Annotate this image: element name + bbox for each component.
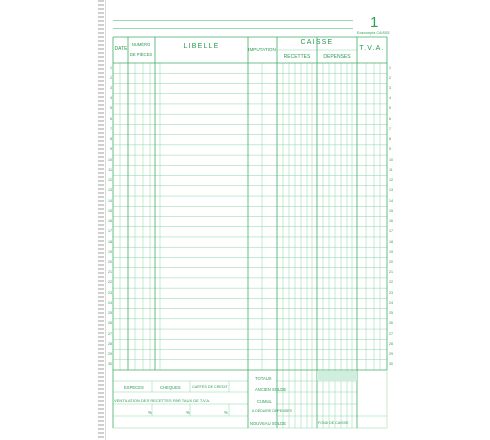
row-number-right: 5 <box>389 106 391 111</box>
footer-percent-1: % <box>148 410 152 415</box>
row-number-left: 1 <box>110 65 112 70</box>
row-number-left: 2 <box>110 75 112 80</box>
footer-totaux: TOTAUX <box>255 376 272 381</box>
row-number-right: 6 <box>389 116 391 121</box>
header-tva: T.V.A. <box>359 45 385 52</box>
row-number-right: 13 <box>389 188 393 193</box>
row-number-right: 10 <box>389 157 393 162</box>
footer-especes: ESPECES <box>124 385 144 390</box>
row-number-right: 21 <box>389 270 393 275</box>
row-number-right: 11 <box>389 167 393 172</box>
row-number-left: 3 <box>110 86 112 91</box>
row-number-right: 9 <box>389 147 391 152</box>
row-number-left: 4 <box>110 96 112 101</box>
row-number-left: 8 <box>110 137 112 142</box>
row-number-left: 14 <box>108 198 112 203</box>
row-number-right: 30 <box>389 362 393 367</box>
row-number-left: 15 <box>108 208 112 213</box>
row-number-right: 17 <box>389 229 393 234</box>
header-pieces: DE PIÈCES <box>129 52 153 57</box>
row-number-left: 16 <box>108 219 112 224</box>
row-number-left: 9 <box>110 147 112 152</box>
row-number-left: 21 <box>108 270 112 275</box>
row-number-right: 25 <box>389 311 393 316</box>
header-depenses: DEPENSES <box>323 54 351 60</box>
header-numero: NUMÉRO <box>131 42 151 47</box>
header-caisse: CAISSE <box>300 39 334 46</box>
row-number-right: 18 <box>389 239 393 244</box>
row-number-left: 30 <box>108 362 112 367</box>
row-number-right: 28 <box>389 341 393 346</box>
row-number-left: 12 <box>108 178 112 183</box>
row-number-right: 16 <box>389 219 393 224</box>
page-number: 1 <box>370 14 379 31</box>
row-number-left: 6 <box>110 116 112 121</box>
row-number-left: 25 <box>108 311 112 316</box>
row-number-left: 5 <box>110 106 112 111</box>
row-number-left: 26 <box>108 321 112 326</box>
row-number-right: 29 <box>389 352 393 357</box>
row-number-right: 24 <box>389 300 393 305</box>
footer-nouveau-solde: NOUVEAU SOLDE <box>250 421 287 426</box>
footer-percent-3: % <box>224 410 228 415</box>
row-number-right: 15 <box>389 208 393 213</box>
row-number-right: 3 <box>389 86 391 91</box>
row-number-right: 14 <box>389 198 393 203</box>
row-number-left: 24 <box>108 300 112 305</box>
row-number-left: 18 <box>108 239 112 244</box>
row-number-left: 22 <box>108 280 112 285</box>
row-number-left: 20 <box>108 259 112 264</box>
footer-cumul: CUMUL <box>257 399 272 404</box>
row-number-right: 2 <box>389 75 391 80</box>
row-number-right: 27 <box>389 331 393 336</box>
row-number-left: 10 <box>108 157 112 162</box>
row-number-right: 7 <box>389 126 391 131</box>
row-number-left: 29 <box>108 352 112 357</box>
header-imputation: IMPUTATION <box>248 47 276 52</box>
row-number-right: 19 <box>389 249 393 254</box>
row-number-left: 13 <box>108 188 112 193</box>
row-number-right: 26 <box>389 321 393 326</box>
row-number-left: 23 <box>108 290 112 295</box>
row-number-left: 7 <box>110 126 112 131</box>
footer-ventilation: VENTILATION DES RECETTES PAR TAUX DE T.V.A. <box>114 398 211 403</box>
row-number-right: 20 <box>389 259 393 264</box>
row-number-left: 28 <box>108 341 112 346</box>
row-number-right: 12 <box>389 178 393 183</box>
header-libelle: LIBELLE <box>183 43 220 50</box>
row-number-left: 11 <box>108 167 112 172</box>
row-number-right: 8 <box>389 137 391 142</box>
row-number-right: 22 <box>389 280 393 285</box>
footer-percent-2: % <box>186 410 190 415</box>
footer-fond-de-caisse: FOND DE CAISSE <box>318 421 349 425</box>
footer-ancien-solde: ANCIEN SOLDE <box>255 387 287 392</box>
footer-a-deduire: A DÉDUIRE DEPENSES <box>252 409 292 413</box>
row-number-right: 4 <box>389 96 391 101</box>
row-number-right: 23 <box>389 290 393 295</box>
header-date: DATE <box>114 46 128 52</box>
footer-cheques: CHEQUES <box>160 385 181 390</box>
row-number-right: 1 <box>389 65 391 70</box>
page-subtitle: Exacompta CAISSE <box>357 31 390 35</box>
row-number-left: 27 <box>108 331 112 336</box>
row-number-left: 19 <box>108 249 112 254</box>
footer-cartes: CARTES DE CREDIT <box>192 385 228 389</box>
totaux-shaded-cell <box>317 371 357 381</box>
row-number-left: 17 <box>108 229 112 234</box>
header-recettes: RECETTES <box>283 54 311 60</box>
